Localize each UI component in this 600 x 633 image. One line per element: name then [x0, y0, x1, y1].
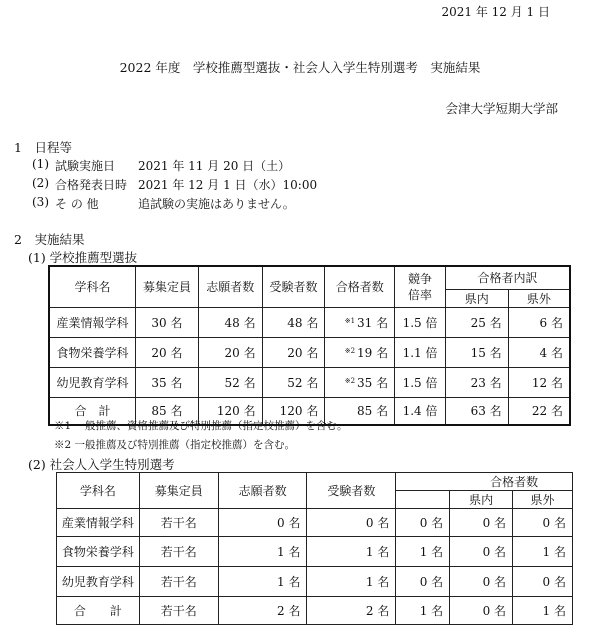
cell-capacity: 20 名 [136, 337, 199, 367]
cell-out-prefecture: 6 名 [508, 307, 570, 337]
cell-passed: 85 名 [325, 397, 395, 425]
cell-dept: 食物栄養学科 [49, 337, 136, 367]
cell-out-prefecture: 1 名 [513, 597, 573, 625]
cell-out-prefecture: 0 名 [513, 567, 573, 597]
cell-passed [325, 367, 395, 397]
cell-in-prefecture: 63 名 [445, 397, 508, 425]
cell-applicants: 20 名 [198, 337, 262, 367]
cell-applicants: 52 名 [198, 367, 262, 397]
cell-examinees: 1 名 [307, 537, 396, 567]
cell-capacity: 85 名 [136, 397, 199, 425]
cell-out-prefecture: 22 名 [508, 397, 570, 425]
recommendation-results-table [48, 265, 571, 426]
schedule-item-value: 追試験の実施はありません。 [138, 197, 295, 211]
schedule-item-num: (3) [32, 195, 49, 209]
table-row [49, 337, 570, 367]
header-examinees: 受験者数 [262, 266, 325, 307]
footnote-mark: ※2 [344, 346, 356, 355]
cell-passed: 1 名 [396, 537, 450, 567]
cell-passed-value: 35 名 [357, 375, 389, 390]
document-title: 2022 年度 学校推薦型選抜・社会人入学生特別選考 実施結果 [119, 60, 481, 75]
subsection-1-heading: (1) 学校推薦型選抜 [28, 250, 138, 265]
cell-capacity: 35 名 [136, 367, 199, 397]
cell-capacity: 若干名 [139, 509, 218, 537]
cell-out-prefecture: 0 名 [513, 509, 573, 537]
cell-dept: 合 計 [57, 597, 140, 625]
cell-examinees: 120 名 [262, 397, 325, 425]
cell-passed: 0 名 [396, 509, 450, 537]
header-passed: 合格者数 [396, 473, 573, 491]
cell-passed: 1 名 [396, 597, 450, 625]
header-breakdown: 合格者内訳 [445, 266, 570, 289]
header-capacity: 募集定員 [139, 473, 218, 509]
subsection-2-heading: (2) 社会人入学生特別選考 [28, 457, 175, 472]
organization-name: 会津大学短期大学部 [445, 101, 558, 116]
cell-applicants: 0 名 [218, 509, 307, 537]
document-date: 2021 年 12 月 1 日 [441, 5, 550, 19]
header-in-prefecture: 県内 [445, 289, 508, 307]
cell-examinees: 20 名 [262, 337, 325, 367]
cell-applicants: 2 名 [218, 597, 307, 625]
schedule-item-value: 2021 年 12 月 1 日（水）10:00 [138, 178, 318, 192]
cell-dept: 食物栄養学科 [57, 537, 140, 567]
cell-in-prefecture: 25 名 [445, 307, 508, 337]
header-ratio-line2: 倍率 [408, 287, 433, 302]
footnote: ※1 一般推薦、資格推薦及び特別推薦（指定校推薦）を含む。 [54, 420, 348, 432]
header-applicants: 志願者数 [218, 473, 307, 509]
total-row [57, 597, 573, 625]
cell-in-prefecture: 0 名 [450, 509, 513, 537]
cell-in-prefecture: 0 名 [450, 537, 513, 567]
cell-out-prefecture: 1 名 [513, 537, 573, 567]
cell-out-prefecture: 4 名 [508, 337, 570, 367]
cell-examinees: 2 名 [307, 597, 396, 625]
schedule-item-label: 合格発表日時 [55, 178, 128, 192]
header-out-prefecture: 県外 [513, 491, 573, 509]
cell-ratio: 1.5 倍 [395, 307, 446, 337]
cell-dept: 産業情報学科 [49, 307, 136, 337]
cell-applicants: 1 名 [218, 537, 307, 567]
footnote: ※2 一般推薦及び特別推薦（指定校推薦）を含む。 [54, 439, 296, 451]
header-examinees: 受験者数 [307, 473, 396, 509]
header-capacity: 募集定員 [136, 266, 199, 307]
header-ratio-line1: 競争 [408, 271, 433, 286]
blank-cell [396, 491, 450, 509]
cell-applicants: 1 名 [218, 567, 307, 597]
header-passed: 合格者数 [325, 266, 395, 307]
section-2-heading: 2 実施結果 [14, 232, 85, 247]
schedule-item-label: 試験実施日 [55, 159, 116, 173]
cell-ratio: 1.1 倍 [395, 337, 446, 367]
cell-examinees: 1 名 [307, 567, 396, 597]
header-applicants: 志願者数 [198, 266, 262, 307]
cell-applicants: 48 名 [198, 307, 262, 337]
cell-passed [325, 307, 395, 337]
header-in-prefecture: 県内 [450, 491, 513, 509]
table-row [49, 307, 570, 337]
header-dept: 学科名 [57, 473, 140, 509]
adult-entrance-results-table [56, 472, 573, 625]
cell-examinees: 48 名 [262, 307, 325, 337]
header-out-prefecture: 県外 [508, 289, 570, 307]
header-dept: 学科名 [49, 266, 136, 307]
schedule-item-num: (2) [32, 176, 49, 190]
cell-capacity: 若干名 [139, 537, 218, 567]
cell-capacity: 30 名 [136, 307, 199, 337]
cell-passed-value: 19 名 [357, 345, 389, 360]
schedule-item-value: 2021 年 11 月 20 日（土） [138, 159, 291, 173]
table-row [57, 509, 573, 537]
section-1-heading: 1 日程等 [14, 140, 72, 155]
cell-ratio: 1.5 倍 [395, 367, 446, 397]
cell-ratio: 1.4 倍 [395, 397, 446, 425]
cell-applicants: 120 名 [198, 397, 262, 425]
cell-examinees: 0 名 [307, 509, 396, 537]
cell-capacity: 若干名 [139, 597, 218, 625]
cell-in-prefecture: 0 名 [450, 567, 513, 597]
cell-in-prefecture: 0 名 [450, 597, 513, 625]
cell-dept: 産業情報学科 [57, 509, 140, 537]
cell-passed: 0 名 [396, 567, 450, 597]
table-row [57, 567, 573, 597]
schedule-item-label: そ の 他 [55, 197, 99, 211]
cell-in-prefecture: 15 名 [445, 337, 508, 367]
cell-dept: 合 計 [49, 397, 136, 425]
schedule-item-num: (1) [32, 157, 49, 171]
cell-passed [325, 337, 395, 367]
cell-out-prefecture: 12 名 [508, 367, 570, 397]
table-row [57, 537, 573, 567]
cell-in-prefecture: 23 名 [445, 367, 508, 397]
footnote-mark: ※2 [344, 376, 356, 385]
cell-passed-value: 31 名 [357, 315, 389, 330]
cell-dept: 幼児教育学科 [57, 567, 140, 597]
cell-dept: 幼児教育学科 [49, 367, 136, 397]
header-ratio [395, 266, 446, 307]
footnote-mark: ※1 [344, 316, 356, 325]
cell-examinees: 52 名 [262, 367, 325, 397]
table-row [49, 367, 570, 397]
cell-capacity: 若干名 [139, 567, 218, 597]
